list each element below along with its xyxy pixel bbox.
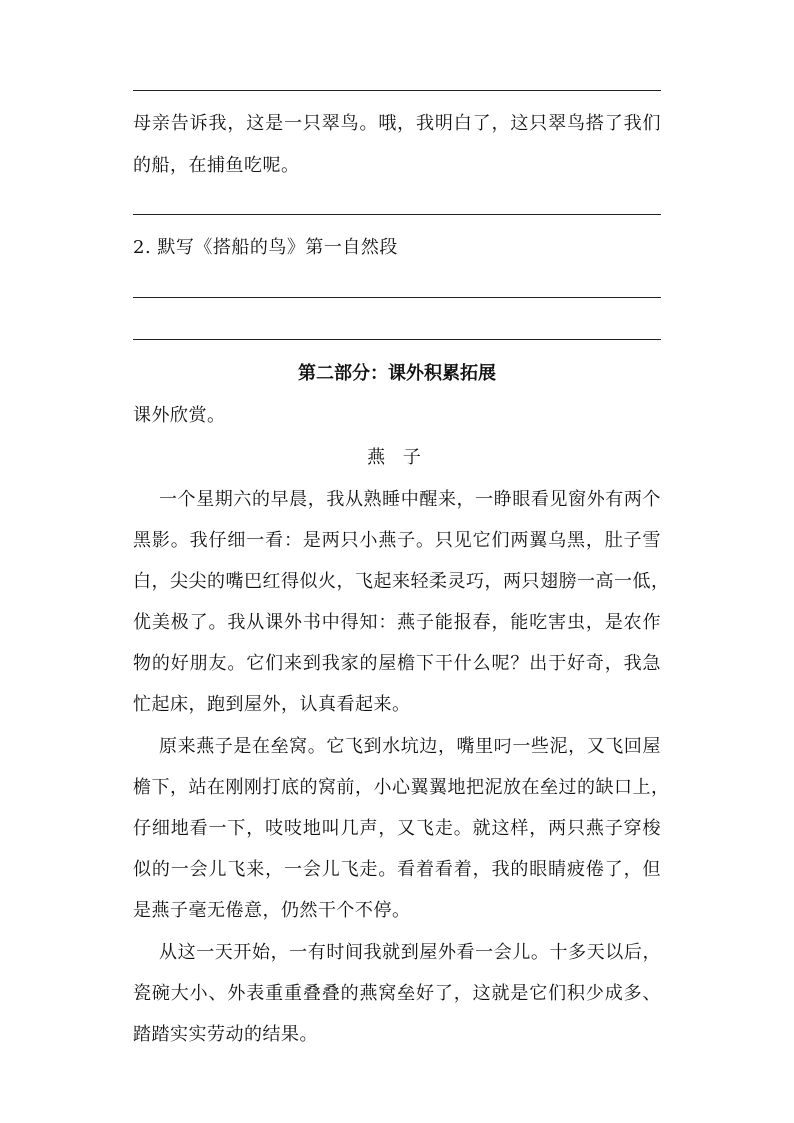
- paragraph-line: 原来燕子是在垒窝。它飞到水坑边，嘴里叼一些泥，又飞回屋: [159, 736, 661, 757]
- answer-line: [133, 339, 661, 340]
- paragraph-line: 物的好朋友。它们来到我家的屋檐下干什么呢？出于好奇，我急: [133, 653, 661, 674]
- answer-text-line: 母亲告诉我，这是一只翠鸟。哦，我明白了，这只翠鸟搭了我们: [133, 113, 661, 134]
- paragraph-line: 踏踏实实劳动的结果。: [133, 1024, 318, 1045]
- paragraph-line: 一个星期六的早晨，我从熟睡中醒来，一睁眼看见窗外有两个: [159, 489, 661, 510]
- answer-line: [133, 214, 661, 215]
- story-title: 燕 子: [367, 447, 427, 468]
- question-2: 2. 默写《搭船的鸟》第一自然段: [133, 237, 398, 258]
- paragraph-line: 忙起床，跑到屋外，认真看起来。: [133, 694, 411, 715]
- paragraph-line: 仔细地看一下，吱吱地叫几声，又飞走。就这样，两只燕子穿梭: [133, 818, 661, 839]
- section-heading: 第二部分：课外积累拓展: [298, 363, 496, 384]
- paragraph-line: 是燕子毫无倦意，仍然干个不停。: [133, 900, 411, 921]
- answer-line: [133, 90, 661, 91]
- paragraph-line: 黑影。我仔细一看：是两只小燕子。只见它们两翼乌黑，肚子雪: [133, 530, 661, 551]
- answer-line: [133, 297, 661, 298]
- paragraph-line: 优美极了。我从课外书中得知：燕子能报春，能吃害虫，是农作: [133, 612, 661, 633]
- paragraph-line: 檐下，站在刚刚打底的窝前，小心翼翼地把泥放在垒过的缺口上，: [133, 777, 670, 798]
- paragraph-line: 从这一天开始，一有时间我就到屋外看一会儿。十多天以后，: [159, 942, 661, 963]
- intro-text: 课外欣赏。: [133, 405, 226, 426]
- answer-text-line: 的船，在捕鱼吃呢。: [133, 155, 300, 176]
- paragraph-line: 瓷碗大小、外表重重叠叠的燕窝垒好了，这就是它们积少成多、: [133, 983, 661, 1004]
- paragraph-line: 白，尖尖的嘴巴红得似火，飞起来轻柔灵巧，两只翅膀一高一低，: [133, 571, 670, 592]
- paragraph-line: 似的一会儿飞来，一会儿飞走。看着看着，我的眼睛疲倦了，但: [133, 859, 661, 880]
